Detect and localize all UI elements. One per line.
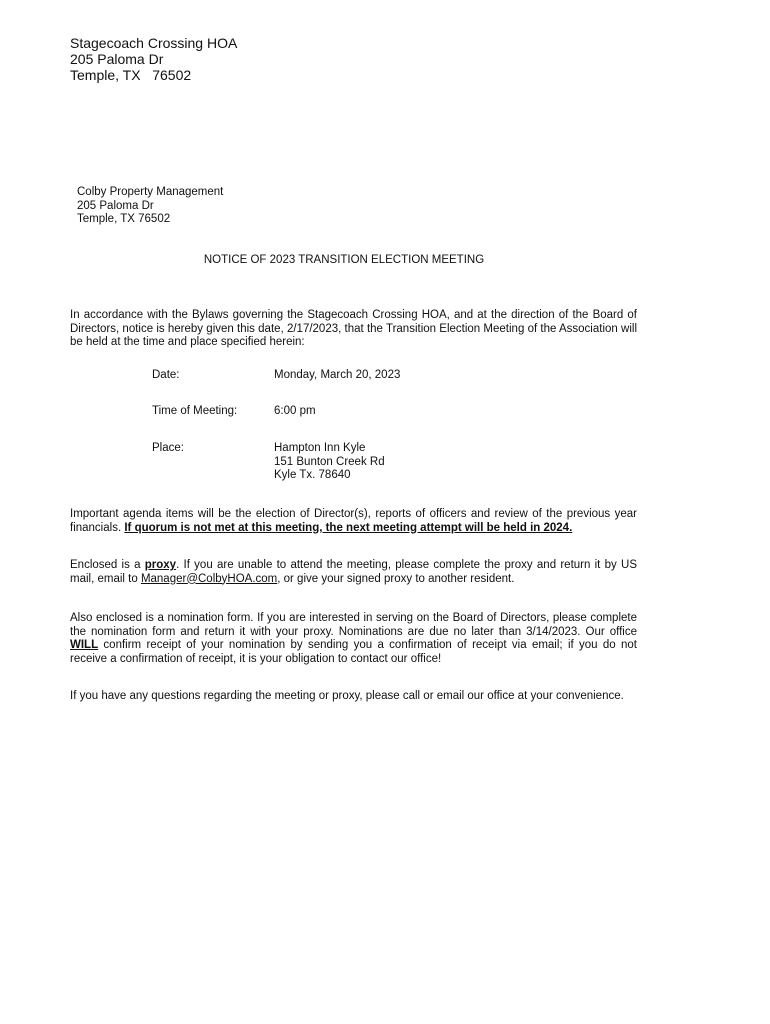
- nomination-text-after: confirm receipt of your nomination by sending you a confirmation of receipt via email; if you do not receive a confirmation of receipt, it is your obligation to contact our office!: [70, 639, 637, 665]
- recipient-name: Colby Property Management: [77, 186, 224, 198]
- sender-address: [70, 35, 237, 83]
- agenda-text: Important agenda items will be the election of Director(s), reports of officers and review of the previous year financials.: [70, 508, 637, 534]
- sender-street: 205 Paloma Dr: [70, 51, 164, 67]
- place-name: Hampton Inn Kyle: [274, 442, 366, 454]
- intro-paragraph: In accordance with the Bylaws governing the Stagecoach Crossing HOA, and at the direction of the Board of Directors, notice is hereby given this date, 2/17/2023, that the Transition Election Meeting of the Association will be held at the time and place specified herein:: [70, 309, 637, 348]
- place-value: [274, 442, 534, 483]
- time-label: Time of Meeting:: [152, 405, 238, 417]
- proxy-word: proxy: [144, 559, 177, 571]
- manager-email-link[interactable]: Manager@ColbyHOA.com: [140, 572, 278, 585]
- place-street: 151 Bunton Creek Rd: [274, 455, 385, 468]
- proxy-text-after: . If you are unable to attend the meeting, please complete the proxy and return it by US mail, email to: [70, 559, 637, 585]
- nomination-text-before: Also enclosed is a nomination form. If you are interested in serving on the Board of Directors, please complete the nomination form and return it with your proxy. Nominations are due no later than 3/14/2023. Our office: [70, 612, 637, 638]
- recipient-street: 205 Paloma Dr: [77, 199, 154, 212]
- proxy-text-end: , or give your signed proxy to another resident.: [277, 572, 515, 585]
- notice-title: NOTICE OF 2023 TRANSITION ELECTION MEETING: [203, 254, 485, 266]
- date-value: Monday, March 20, 2023: [274, 369, 401, 381]
- will-emphasis: WILL: [70, 639, 99, 651]
- proxy-text-before: Enclosed is a: [70, 559, 145, 571]
- recipient-address: [77, 186, 223, 227]
- date-label: Date:: [152, 369, 180, 381]
- sender-name: Stagecoach Crossing HOA: [70, 35, 238, 51]
- time-value: 6:00 pm: [274, 405, 316, 417]
- closing-paragraph: If you have any questions regarding the meeting or proxy, please call or email our office at your convenience.: [70, 690, 624, 702]
- recipient-city: Temple, TX 76502: [77, 213, 171, 225]
- proxy-paragraph: [70, 559, 637, 586]
- place-city: Kyle Tx. 78640: [274, 469, 351, 481]
- nomination-paragraph: [70, 612, 637, 666]
- place-label: Place:: [152, 442, 184, 454]
- sender-city: Temple, TX 76502: [70, 67, 192, 83]
- quorum-warning: If quorum is not met at this meeting, the next meeting attempt will be held in 2024.: [124, 521, 573, 534]
- agenda-paragraph: [70, 508, 637, 535]
